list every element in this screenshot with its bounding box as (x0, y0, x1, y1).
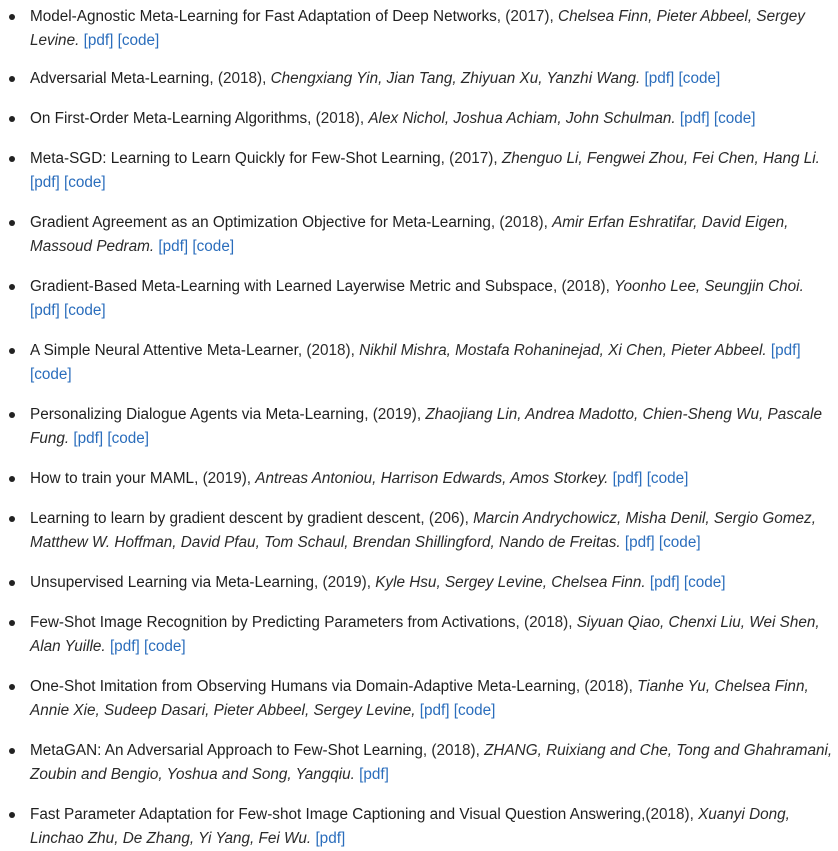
pdf-link[interactable]: [pdf] (770, 342, 801, 359)
pdf-link[interactable]: [pdf] (158, 238, 189, 255)
list-item: On First-Order Meta-Learning Algorithms, (2018), Alex Nichol, Joshua Achiam, John Schulman. [pdf] [code] (30, 107, 836, 131)
paper-year: (2017) (449, 150, 494, 167)
list-item: Personalizing Dialogue Agents via Meta-Learning, (2019), Zhaojiang Lin, Andrea Madotto, Chien-Sheng Wu, Pascale Fung. [pdf] [code] (30, 403, 836, 451)
bullet (9, 812, 15, 818)
bullet (9, 412, 15, 418)
paper-title: On First-Order Meta-Learning Algorithms (30, 110, 308, 127)
bullet (9, 684, 15, 690)
bullet (9, 748, 15, 754)
pdf-link[interactable]: [pdf] (30, 174, 60, 191)
paper-year: (2019) (322, 574, 367, 591)
paper-authors: Kyle Hsu, Sergey Levine, Chelsea Finn. (375, 574, 646, 591)
paper-year: (2018) (584, 678, 629, 695)
paper-title: Fast Parameter Adaptation for Few-shot Image Captioning and Visual Question Answering (30, 806, 642, 823)
paper-year: (2018) (306, 342, 351, 359)
code-link[interactable]: [code] (646, 470, 689, 487)
bullet (9, 14, 15, 20)
pdf-link[interactable]: [pdf] (73, 430, 104, 447)
pdf-link[interactable]: [pdf] (83, 32, 114, 49)
list-item: Gradient Agreement as an Optimization Objective for Meta-Learning, (2018), Amir Erfan Eshratifar, David Eigen, Massoud Pedram. [pdf] [code] (30, 211, 836, 259)
paper-authors: Marcin Andrychowicz, Misha Denil, Sergio Gomez, Matthew W. Hoffman, David Pfau, Tom Schaul, Brendan Shillingford, Nando de Freitas. (30, 510, 816, 551)
code-link[interactable]: [code] (30, 366, 72, 383)
list-item: Adversarial Meta-Learning, (2018), Chengxiang Yin, Jian Tang, Zhiyuan Xu, Yanzhi Wang. [pdf] [code] (30, 67, 836, 91)
separator: , (552, 278, 562, 295)
separator: , (307, 110, 316, 127)
pdf-link[interactable]: [pdf] (649, 574, 680, 591)
paper-title: Few-Shot Image Recognition by Predicting Parameters from Activations (30, 614, 516, 631)
paper-year: (2018) (499, 214, 544, 231)
paper-title: Learning to learn by gradient descent by gradient descent (30, 510, 421, 527)
bullet (9, 348, 15, 354)
paper-title: Model-Agnostic Meta-Learning for Fast Adaptation of Deep Networks (30, 8, 497, 25)
paper-authors: Alex Nichol, Joshua Achiam, John Schulman. (368, 110, 676, 127)
paper-authors: ZHANG, Ruixiang and Che, Tong and Ghahramani, Zoubin and Bengio, Yoshua and Song, Yangqiu. (30, 742, 833, 783)
separator: , (364, 406, 373, 423)
separator: , (209, 70, 218, 87)
code-link[interactable]: [code] (192, 238, 235, 255)
paper-authors: Amir Erfan Eshratifar, David Eigen, Massoud Pedram. (30, 214, 789, 255)
pdf-link[interactable]: [pdf] (419, 702, 450, 719)
pdf-link[interactable]: [pdf] (359, 766, 389, 783)
paper-title: MetaGAN: An Adversarial Approach to Few-Shot Learning (30, 742, 423, 759)
list-item: Fast Parameter Adaptation for Few-shot Image Captioning and Visual Question Answering,(2018), Xuanyi Dong, Linchao Zhu, De Zhang, Yi Yang, Fei Wu. [pdf] (30, 803, 836, 851)
paper-authors: Siyuan Qiao, Chenxi Liu, Wei Shen, Alan Yuille. (30, 614, 820, 655)
pdf-link[interactable]: [pdf] (109, 638, 140, 655)
paper-year: (2017) (505, 8, 550, 25)
paper-authors: Yoonho Lee, Seungjin Choi. (614, 278, 804, 295)
separator: , (420, 510, 429, 527)
paper-title: Meta-SGD: Learning to Learn Quickly for Few-Shot Learning (30, 150, 441, 167)
separator: , (515, 614, 524, 631)
list-item: One-Shot Imitation from Observing Humans via Domain-Adaptive Meta-Learning, (2018), Tianhe Yu, Chelsea Finn, Annie Xie, Sudeep Dasari, Pieter Abbeel, Sergey Levine, [pdf] [code] (30, 675, 836, 723)
bullet (9, 620, 15, 626)
code-link[interactable]: [code] (658, 534, 701, 551)
paper-year: (2018) (561, 278, 606, 295)
separator: , (641, 806, 646, 823)
pdf-link[interactable]: [pdf] (679, 110, 710, 127)
paper-authors: Zhaojiang Lin, Andrea Madotto, Chien-Sheng Wu, Pascale Fung. (30, 406, 822, 447)
pdf-link[interactable]: [pdf] (624, 534, 655, 551)
code-link[interactable]: [code] (143, 638, 186, 655)
separator: , (440, 150, 450, 167)
paper-authors: Tianhe Yu, Chelsea Finn, Annie Xie, Sudeep Dasari, Pieter Abbeel, Sergey Levine, (30, 678, 809, 719)
paper-authors: Chelsea Finn, Pieter Abbeel, Sergey Levine. (30, 8, 805, 49)
bullet (9, 116, 15, 122)
code-link[interactable]: [code] (107, 430, 150, 447)
paper-year: (2018) (315, 110, 360, 127)
bullet (9, 220, 15, 226)
paper-title: How to train your MAML (30, 470, 195, 487)
paper-authors: Chengxiang Yin, Jian Tang, Zhiyuan Xu, Yanzhi Wang. (270, 70, 641, 87)
paper-title: Gradient Agreement as an Optimization Objective for Meta-Learning (30, 214, 491, 231)
bullet (9, 476, 15, 482)
paper-authors: Zhenguo Li, Fengwei Zhou, Fei Chen, Hang Li. (501, 150, 820, 167)
list-item: MetaGAN: An Adversarial Approach to Few-Shot Learning, (2018), ZHANG, Ruixiang and Che, Tong and Ghahramani, Zoubin and Bengio, Yoshua and Song, Yangqiu. [pdf] (30, 739, 836, 787)
pdf-link[interactable]: [pdf] (30, 302, 60, 319)
paper-year: (2018) (217, 70, 263, 87)
code-link[interactable]: [code] (64, 174, 106, 191)
code-link[interactable]: [code] (64, 302, 106, 319)
code-link[interactable]: [code] (117, 32, 160, 49)
code-link[interactable]: [code] (713, 110, 756, 127)
list-item: Meta-SGD: Learning to Learn Quickly for Few-Shot Learning, (2017), Zhenguo Li, Fengwei Zhou, Fei Chen, Hang Li. [pdf] [code] (30, 147, 836, 195)
bullet (9, 156, 15, 162)
paper-authors: Antreas Antoniou, Harrison Edwards, Amos Storkey. (255, 470, 609, 487)
separator: , (194, 470, 203, 487)
bullet (9, 580, 15, 586)
list-item: How to train your MAML, (2019), Antreas Antoniou, Harrison Edwards, Amos Storkey. [pdf] [code] (30, 467, 836, 491)
paper-year: (2018) (645, 806, 690, 823)
paper-year: (2018) (431, 742, 476, 759)
list-item: Gradient-Based Meta-Learning with Learned Layerwise Metric and Subspace, (2018), Yoonho Lee, Seungjin Choi. [pdf] [code] (30, 275, 836, 323)
bullet (9, 516, 15, 522)
paper-title: One-Shot Imitation from Observing Humans via Domain-Adaptive Meta-Learning (30, 678, 576, 695)
list-item: A Simple Neural Attentive Meta-Learner, (2018), Nikhil Mishra, Mostafa Rohaninejad, Xi Chen, Pieter Abbeel. [pdf] [code] (30, 339, 836, 387)
pdf-link[interactable]: [pdf] (644, 70, 675, 87)
code-link[interactable]: [code] (683, 574, 726, 591)
paper-title: A Simple Neural Attentive Meta-Learner (30, 342, 298, 359)
separator: , (297, 342, 307, 359)
list-item: Learning to learn by gradient descent by gradient descent, (206), Marcin Andrychowicz, Misha Denil, Sergio Gomez, Matthew W. Hoffman, David Pfau, Tom Schaul, Brendan Shillingford, Nando de Freitas. [pdf] [code] (30, 507, 836, 555)
bullet (9, 284, 15, 290)
pdf-link[interactable]: [pdf] (315, 830, 346, 847)
paper-title: Adversarial Meta-Learning (30, 70, 210, 87)
code-link[interactable]: [code] (453, 702, 496, 719)
bullet (9, 76, 15, 82)
code-link[interactable]: [code] (678, 70, 721, 87)
separator: , (575, 678, 585, 695)
paper-year: (2019) (202, 470, 247, 487)
paper-year: (2018) (523, 614, 569, 631)
separator: , (422, 742, 432, 759)
paper-title: Gradient-Based Meta-Learning with Learned Layerwise Metric and Subspace (30, 278, 553, 295)
paper-year: (2019) (372, 406, 417, 423)
list-item: Unsupervised Learning via Meta-Learning, (2019), Kyle Hsu, Sergey Levine, Chelsea Finn. [pdf] [code] (30, 571, 836, 595)
separator: , (496, 8, 506, 25)
paper-title: Personalizing Dialogue Agents via Meta-Learning (30, 406, 365, 423)
paper-year: (206) (428, 510, 465, 527)
separator: , (490, 214, 500, 231)
pdf-link[interactable]: [pdf] (612, 470, 643, 487)
paper-authors: Nikhil Mishra, Mostafa Rohaninejad, Xi Chen, Pieter Abbeel. (359, 342, 767, 359)
list-item: Few-Shot Image Recognition by Predicting Parameters from Activations, (2018), Siyuan Qiao, Chenxi Liu, Wei Shen, Alan Yuille. [pdf] [code] (30, 611, 836, 659)
paper-title: Unsupervised Learning via Meta-Learning (30, 574, 315, 591)
paper-authors: Xuanyi Dong, Linchao Zhu, De Zhang, Yi Yang, Fei Wu. (30, 806, 790, 847)
list-item: Model-Agnostic Meta-Learning for Fast Adaptation of Deep Networks, (2017), Chelsea Finn, Pieter Abbeel, Sergey Levine. [pdf] [code] (30, 5, 836, 53)
separator: , (314, 574, 323, 591)
